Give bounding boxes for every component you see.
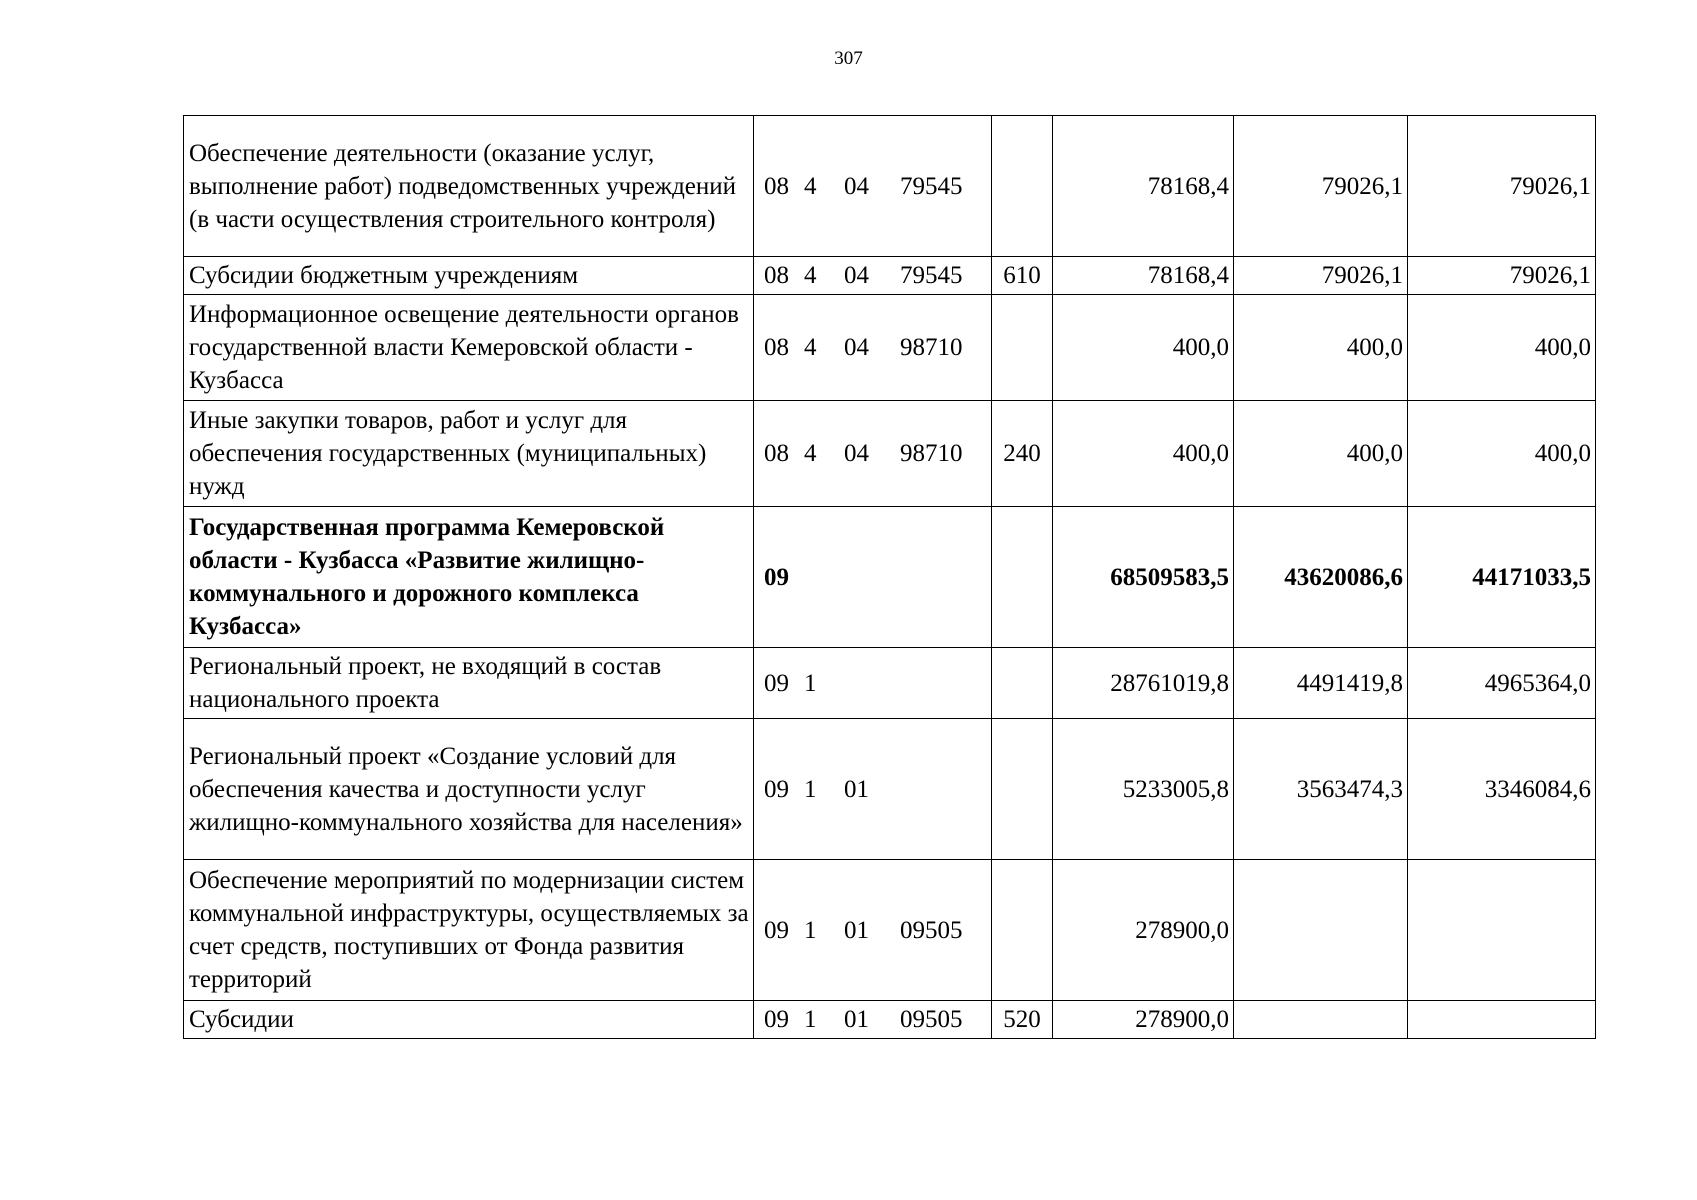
chapter-code: 08 <box>764 440 789 467</box>
main-event-code: 04 <box>844 172 869 200</box>
amount-year-2-cell: 79026,1 <box>1234 116 1408 257</box>
classification-code-cell <box>754 257 992 295</box>
subprogram-code: 1 <box>804 1006 817 1033</box>
amount-year-2-cell <box>1234 1001 1408 1039</box>
expense-type-cell <box>992 648 1053 719</box>
direction-code: 98710 <box>900 334 963 361</box>
budget-table <box>183 115 1596 1039</box>
subprogram-code: 4 <box>804 440 817 467</box>
amount-year-3-cell: 400,0 <box>1408 295 1596 401</box>
expense-type-cell <box>992 860 1053 1001</box>
subprogram-code: 4 <box>804 172 817 200</box>
amount-year-3-cell: 3346084,6 <box>1408 719 1596 860</box>
main-event-code: 01 <box>844 1006 869 1033</box>
table-row <box>184 116 1596 257</box>
expense-type-cell <box>992 295 1053 401</box>
expense-type-cell: 610 <box>992 257 1053 295</box>
direction-code: 79545 <box>900 172 963 200</box>
subprogram-code: 1 <box>804 916 817 944</box>
chapter-code: 09 <box>764 775 789 803</box>
row-name-cell: Региональный проект «Создание условий для обеспечения качества и доступности услуг жилищно-коммунального хозяйства для населения» <box>184 719 754 860</box>
classification-code-cell <box>754 1001 992 1039</box>
table-row <box>184 401 1596 507</box>
main-event-code: 04 <box>844 334 869 361</box>
classification-code-cell <box>754 507 992 648</box>
chapter-code: 08 <box>764 262 789 289</box>
row-name-cell: Государственная программа Кемеровской области - Кузбасса «Развитие жилищно-коммунального и дорожного комплекса Кузбасса» <box>184 507 754 648</box>
amount-year-2-cell: 3563474,3 <box>1234 719 1408 860</box>
classification-code-cell <box>754 295 992 401</box>
main-event-code: 01 <box>844 775 869 803</box>
chapter-code: 09 <box>764 563 789 591</box>
row-name-cell: Региональный проект, не входящий в состав национального проекта <box>184 648 754 719</box>
classification-code-cell <box>754 116 992 257</box>
chapter-code: 08 <box>764 172 789 200</box>
direction-code: 09505 <box>900 916 963 944</box>
expense-type-cell <box>992 116 1053 257</box>
row-name-cell: Обеспечение мероприятий по модернизации систем коммунальной инфраструктуры, осуществляемых за счет средств, поступивших от Фонда развития территорий <box>184 860 754 1001</box>
subprogram-code: 4 <box>804 262 817 289</box>
amount-year-2-cell: 43620086,6 <box>1234 507 1408 648</box>
row-name-cell: Субсидии <box>184 1001 754 1039</box>
amount-year-2-cell: 4491419,8 <box>1234 648 1408 719</box>
chapter-code: 08 <box>764 334 789 361</box>
table-row <box>184 648 1596 719</box>
amount-year-3-cell: 79026,1 <box>1408 257 1596 295</box>
classification-code-cell <box>754 401 992 507</box>
amount-year-2-cell <box>1234 860 1408 1001</box>
page-number: 307 <box>834 48 863 69</box>
amount-year-1-cell: 278900,0 <box>1053 1001 1234 1039</box>
subprogram-code: 1 <box>804 775 817 803</box>
amount-year-3-cell: 79026,1 <box>1408 116 1596 257</box>
direction-code: 09505 <box>900 1006 963 1033</box>
amount-year-2-cell: 79026,1 <box>1234 257 1408 295</box>
chapter-code: 09 <box>764 916 789 944</box>
row-name-cell: Субсидии бюджетным учреждениям <box>184 257 754 295</box>
main-event-code: 04 <box>844 440 869 467</box>
amount-year-2-cell: 400,0 <box>1234 401 1408 507</box>
amount-year-1-cell: 68509583,5 <box>1053 507 1234 648</box>
expense-type-cell: 240 <box>992 401 1053 507</box>
table-row <box>184 507 1596 648</box>
row-name-cell: Иные закупки товаров, работ и услуг для обеспечения государственных (муниципальных) нужд <box>184 401 754 507</box>
row-name-cell: Обеспечение деятельности (оказание услуг, выполнение работ) подведомственных учреждений (в части осуществления строительного контроля) <box>184 116 754 257</box>
classification-code-cell <box>754 860 992 1001</box>
chapter-code: 09 <box>764 669 789 697</box>
table-row <box>184 1001 1596 1039</box>
main-event-code: 01 <box>844 916 869 944</box>
expense-type-cell <box>992 719 1053 860</box>
amount-year-2-cell: 400,0 <box>1234 295 1408 401</box>
subprogram-code: 4 <box>804 334 817 361</box>
amount-year-1-cell: 78168,4 <box>1053 257 1234 295</box>
expense-type-cell <box>992 507 1053 648</box>
classification-code-cell <box>754 719 992 860</box>
table-row <box>184 860 1596 1001</box>
direction-code: 98710 <box>900 440 963 467</box>
amount-year-1-cell: 28761019,8 <box>1053 648 1234 719</box>
row-name-cell: Информационное освещение деятельности органов государственной власти Кемеровской области - Кузбасса <box>184 295 754 401</box>
amount-year-3-cell: 44171033,5 <box>1408 507 1596 648</box>
main-event-code: 04 <box>844 262 869 289</box>
amount-year-3-cell: 400,0 <box>1408 401 1596 507</box>
direction-code: 79545 <box>900 262 963 289</box>
table-row <box>184 719 1596 860</box>
classification-code-cell <box>754 648 992 719</box>
amount-year-3-cell <box>1408 1001 1596 1039</box>
chapter-code: 09 <box>764 1006 789 1033</box>
table-row <box>184 295 1596 401</box>
amount-year-1-cell: 5233005,8 <box>1053 719 1234 860</box>
amount-year-1-cell: 78168,4 <box>1053 116 1234 257</box>
expense-type-cell: 520 <box>992 1001 1053 1039</box>
amount-year-1-cell: 278900,0 <box>1053 860 1234 1001</box>
subprogram-code: 1 <box>804 669 817 697</box>
amount-year-1-cell: 400,0 <box>1053 401 1234 507</box>
table-row <box>184 257 1596 295</box>
amount-year-3-cell: 4965364,0 <box>1408 648 1596 719</box>
amount-year-3-cell <box>1408 860 1596 1001</box>
amount-year-1-cell: 400,0 <box>1053 295 1234 401</box>
